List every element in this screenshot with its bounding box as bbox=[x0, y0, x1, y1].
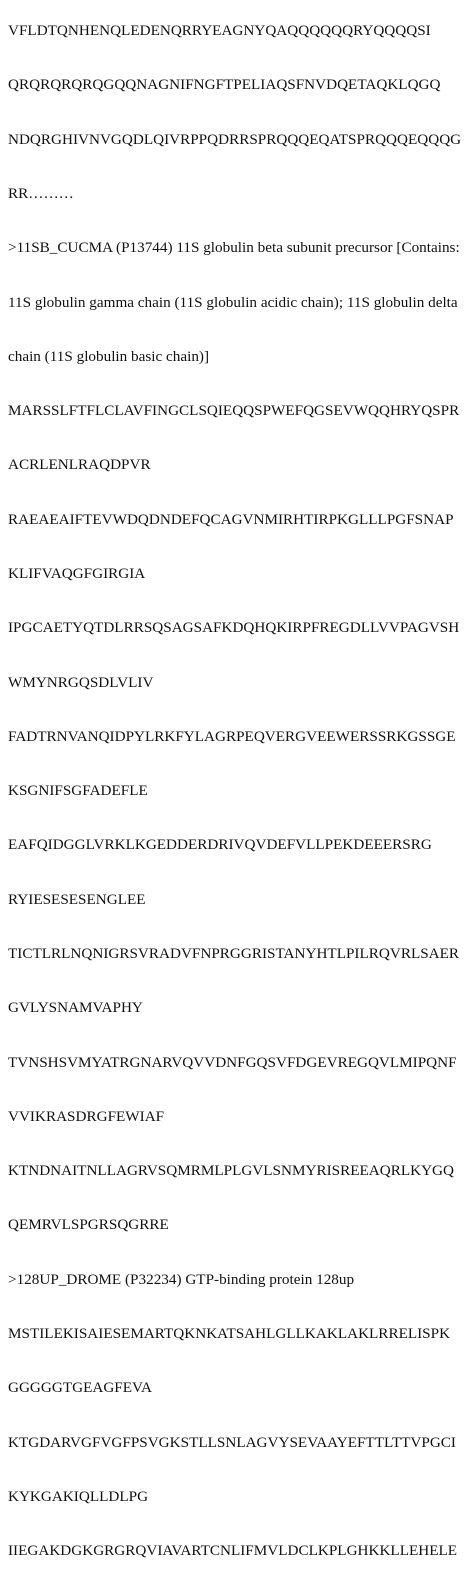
entry-header-line: >128UP_DROME (P32234) GTP-binding protein 128up bbox=[8, 1270, 355, 1288]
sequence-line: IIEGAKDGKGRGRQVIAVARTCNLIFMVLDCLKPLGHKKLLEHELE bbox=[8, 1542, 458, 1560]
sequence-line: RYIESESESENGLEE bbox=[8, 890, 146, 908]
sequence-text-block bbox=[8, 0, 474, 1596]
sequence-line: KTNDNAITNLLAGRVSQMRMLPLGVLSNMYRISREEAQRLKYGQ bbox=[8, 1162, 454, 1180]
sequence-line: RR……… bbox=[8, 185, 74, 203]
entry-header-line: chain (11S globulin basic chain)] bbox=[8, 347, 210, 365]
sequence-line: GVLYSNAMVAPHY bbox=[8, 999, 143, 1017]
sequence-line: KLIFVAQGFGIRGIA bbox=[8, 565, 146, 582]
entry-header-line: 11S globulin gamma chain (11S globulin acidic chain); 11S globulin delta bbox=[8, 293, 458, 311]
sequence-line: EAFQIDGGLVRKLKGEDDERDRIVQVDEFVLLPEKDEEERSRG bbox=[8, 836, 432, 854]
sequence-line: ACRLENLRAQDPVR bbox=[8, 456, 151, 474]
entry-header-line: >11SB_CUCMA (P13744) 11S globulin beta subunit precursor [Contains: bbox=[8, 239, 460, 257]
sequence-line: KSGNIFSGFADEFLE bbox=[8, 782, 148, 800]
sequence-line: MSTILEKISAIESEMARTQKNKATSAHLGLLKAKLAKLRRELISPK bbox=[8, 1324, 451, 1342]
sequence-line: GGGGGTGEAGFEVA bbox=[8, 1379, 152, 1397]
sequence-line: TVNSHSVMYATRGNARVQVVDNFGQSVFDGEVREGQVLMIPQNF bbox=[8, 1053, 457, 1071]
sequence-line: QRQRQRQRQGQQNAGNIFNGFTPELIAQSFNVDQETAQKLQGQ bbox=[8, 76, 441, 94]
sequence-line: NDQRGHIVNVGQDLQIVRPPQDRRSPRQQQEQATSPRQQQEQQQG bbox=[8, 130, 462, 148]
sequence-line: KTGDARVGFVGFPSVGKSTLLSNLAGVYSEVAAYEFTTLTTVPGCI bbox=[8, 1433, 456, 1451]
sequence-line: VVIKRASDRGFEWIAF bbox=[8, 1107, 165, 1125]
sequence-line: WMYNRGQSDLVLIV bbox=[8, 673, 154, 691]
sequence-line: RAEAEAIFTEVWDQDNDEFQCAGVNMIRHTIRPKGLLLPGFSNAP bbox=[8, 510, 454, 528]
sequence-line: QEMRVLSPGRSQGRRE bbox=[8, 1216, 169, 1234]
sequence-line: KYKGAKIQLLDLPG bbox=[8, 1487, 149, 1505]
sequence-line: TICTLRLNQNIGRSVRADVFNPRGGRISTANYHTLPILRQVRLSAER bbox=[8, 944, 460, 962]
sequence-line: IPGCAETYQTDLRRSQSAGSAFKDQHQKIRPFREGDLLVVPAGVSH bbox=[8, 619, 460, 637]
sequence-line: MARSSLFTFLCLAVFINGCLSQIEQQSPWEFQGSEVWQQHRYQSPR bbox=[8, 402, 460, 420]
sequence-line: FADTRNVANQIDPYLRKFYLAGRPEQVERGVEEWERSSRKGSSGE bbox=[8, 727, 456, 745]
sequence-line: VFLDTQNHENQLEDENQRRYEAGNYQAQQQQQQRYQQQQSI bbox=[8, 22, 431, 40]
